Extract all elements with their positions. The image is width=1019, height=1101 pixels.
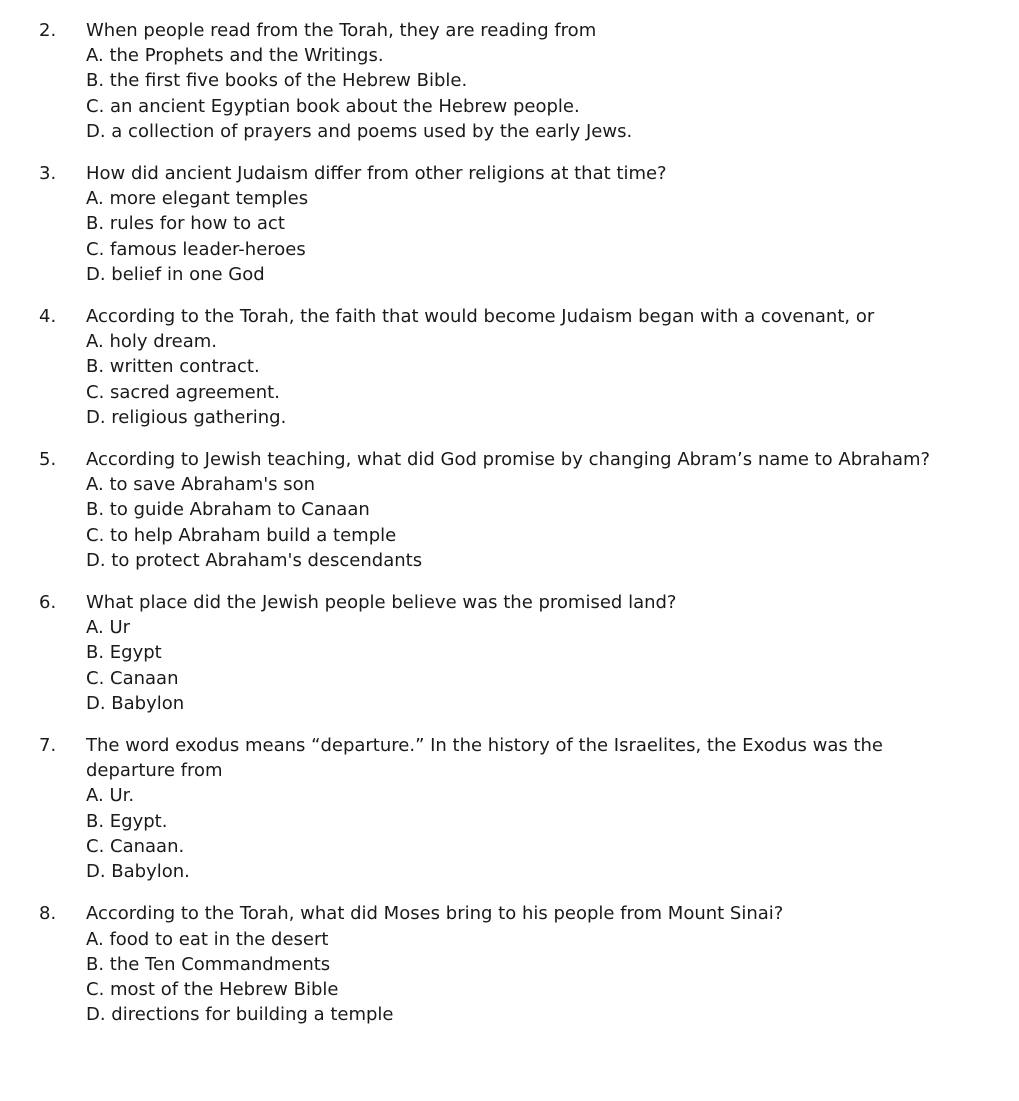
question-text: How did ancient Judaism differ from other religions at that time? [86, 163, 667, 185]
question-text: What place did the Jewish people believe was the promised land? [86, 592, 677, 614]
question-2 [0, 18, 1019, 144]
answer-option-a: A. Ur [86, 617, 131, 639]
question-number: 4. [39, 306, 57, 328]
question-3 [0, 161, 1019, 287]
question-6 [0, 590, 1019, 716]
answer-option-c: C. most of the Hebrew Bible [86, 978, 339, 1000]
answer-option-b: B. to guide Abraham to Canaan [86, 499, 370, 521]
answer-option-a: A. the Prophets and the Writings. [86, 45, 384, 67]
answer-option-d: D. religious gathering. [86, 406, 287, 428]
answer-option-c: C. sacred agreement. [86, 381, 280, 403]
answer-option-b: B. written contract. [86, 356, 260, 378]
question-number: 6. [39, 592, 57, 614]
answer-option-b: B. Egypt [86, 642, 162, 664]
answer-option-b: B. rules for how to act [86, 213, 285, 235]
answer-option-c: C. to help Abraham build a temple [86, 524, 397, 546]
question-text: According to the Torah, the faith that would become Judaism began with a covenant, or [86, 306, 875, 328]
answer-option-c: C. Canaan. [86, 835, 185, 857]
answer-option-a: A. food to eat in the desert [86, 928, 329, 950]
answer-option-d: D. to protect Abraham's descendants [86, 549, 423, 571]
question-text: The word exodus means “departure.” In the history of the Israelites, the Exodus was the departure from [86, 735, 883, 782]
answer-option-c: C. Canaan [86, 667, 179, 689]
answer-option-b: B. the first five books of the Hebrew Bible. [86, 70, 468, 92]
question-4 [0, 304, 1019, 430]
answer-option-a: A. holy dream. [86, 331, 218, 353]
answer-option-a: A. Ur. [86, 785, 135, 807]
answer-option-c: C. an ancient Egyptian book about the Hebrew people. [86, 95, 580, 117]
question-number: 7. [39, 735, 57, 757]
answer-option-d: D. belief in one God [86, 263, 265, 285]
question-7 [0, 733, 1019, 884]
answer-option-a: A. more elegant temples [86, 188, 309, 210]
quiz-document [0, 18, 1019, 1044]
question-text: According to Jewish teaching, what did God promise by changing Abram’s name to Abraham? [86, 449, 931, 471]
answer-option-b: B. Egypt. [86, 810, 168, 832]
question-text: When people read from the Torah, they are reading from [86, 20, 597, 41]
answer-option-d: D. Babylon. [86, 861, 190, 883]
answer-option-d: D. Babylon [86, 692, 185, 714]
question-8 [0, 901, 1019, 1027]
question-number: 5. [39, 449, 57, 471]
question-text: According to the Torah, what did Moses bring to his people from Mount Sinai? [86, 903, 784, 925]
answer-option-a: A. to save Abraham's son [86, 474, 316, 496]
question-5 [0, 447, 1019, 573]
question-number: 3. [39, 163, 57, 185]
answer-option-d: D. a collection of prayers and poems used by the early Jews. [86, 120, 633, 142]
answer-option-c: C. famous leader-heroes [86, 238, 306, 260]
answer-option-d: D. directions for building a temple [86, 1004, 394, 1026]
question-number: 2. [39, 20, 57, 41]
answer-option-b: B. the Ten Commandments [86, 953, 331, 975]
question-number: 8. [39, 903, 57, 925]
